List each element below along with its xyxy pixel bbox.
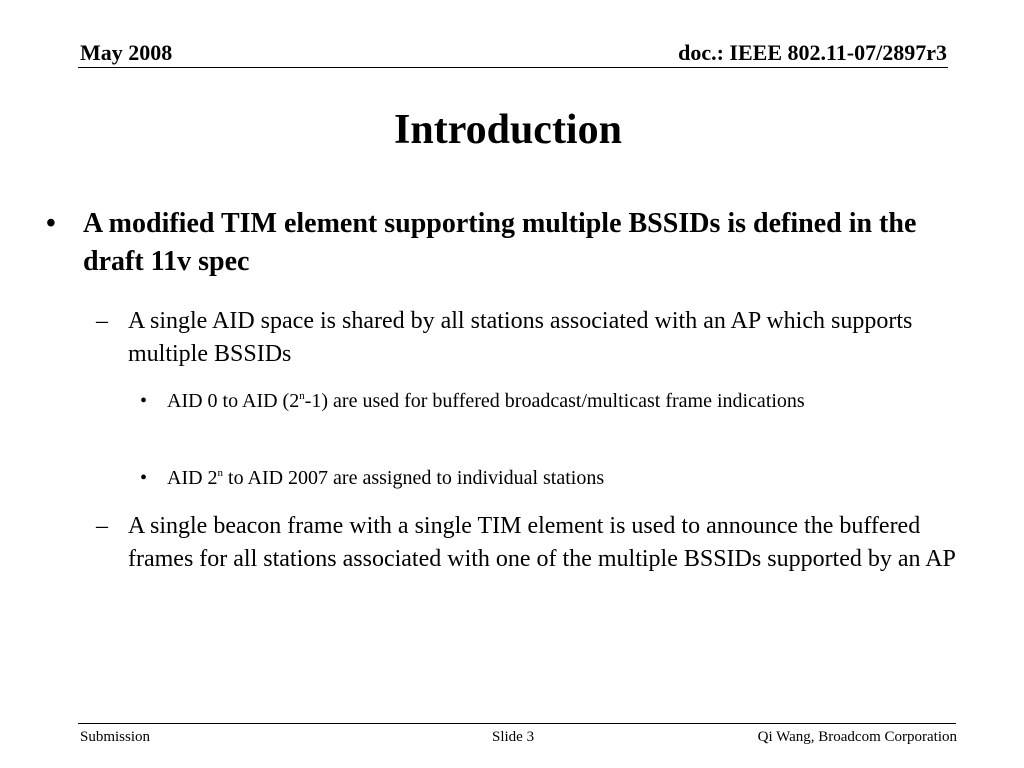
bullet-level3-text-post: -1) are used for buffered broadcast/multicast frame indications [304, 390, 805, 412]
bullet-marker: • [140, 390, 148, 412]
bullet-level3-text-post: to AID 2007 are assigned to individual stations [223, 467, 605, 489]
slide-title: Introduction [394, 107, 622, 153]
footer-slide-number: Slide 3 [492, 729, 535, 745]
bullet-level3-individual [140, 463, 927, 493]
bullet-level2-aid-space [96, 305, 988, 371]
bullet-level1 [46, 205, 943, 281]
header-divider [78, 67, 948, 68]
bullet-level3-text-pre: AID 0 to AID (2 [167, 390, 300, 412]
header-date: May 2008 [80, 40, 173, 65]
bullet-marker: • [46, 208, 56, 239]
bullet-level3-broadcast [140, 386, 927, 416]
bullet-marker: • [140, 467, 148, 489]
dash-marker: – [96, 308, 108, 334]
bullet-level2-text: A single AID space is shared by all stations associated with an AP which supports multiple BSSIDs [128, 308, 913, 367]
bullet-level3-text-pre: AID 2 [167, 467, 218, 489]
bullet-level1-text: A modified TIM element supporting multiple BSSIDs is defined in the draft 11v spec [83, 208, 917, 277]
footer-author: Qi Wang, Broadcom Corporation [757, 729, 957, 745]
footer-divider [78, 723, 956, 724]
superscript-n: n [299, 389, 305, 402]
bullet-level2-text: A single beacon frame with a single TIM element is used to announce the buffered frames for all stations associated with one of the multiple BSSIDs supported by an AP [128, 513, 956, 572]
superscript-n: n [217, 466, 224, 479]
bullet-level2-beacon [96, 510, 988, 576]
footer-submission: Submission [80, 729, 151, 745]
dash-marker: – [96, 513, 108, 539]
header-doc-id: doc.: IEEE 802.11-07/2897r3 [678, 40, 947, 65]
